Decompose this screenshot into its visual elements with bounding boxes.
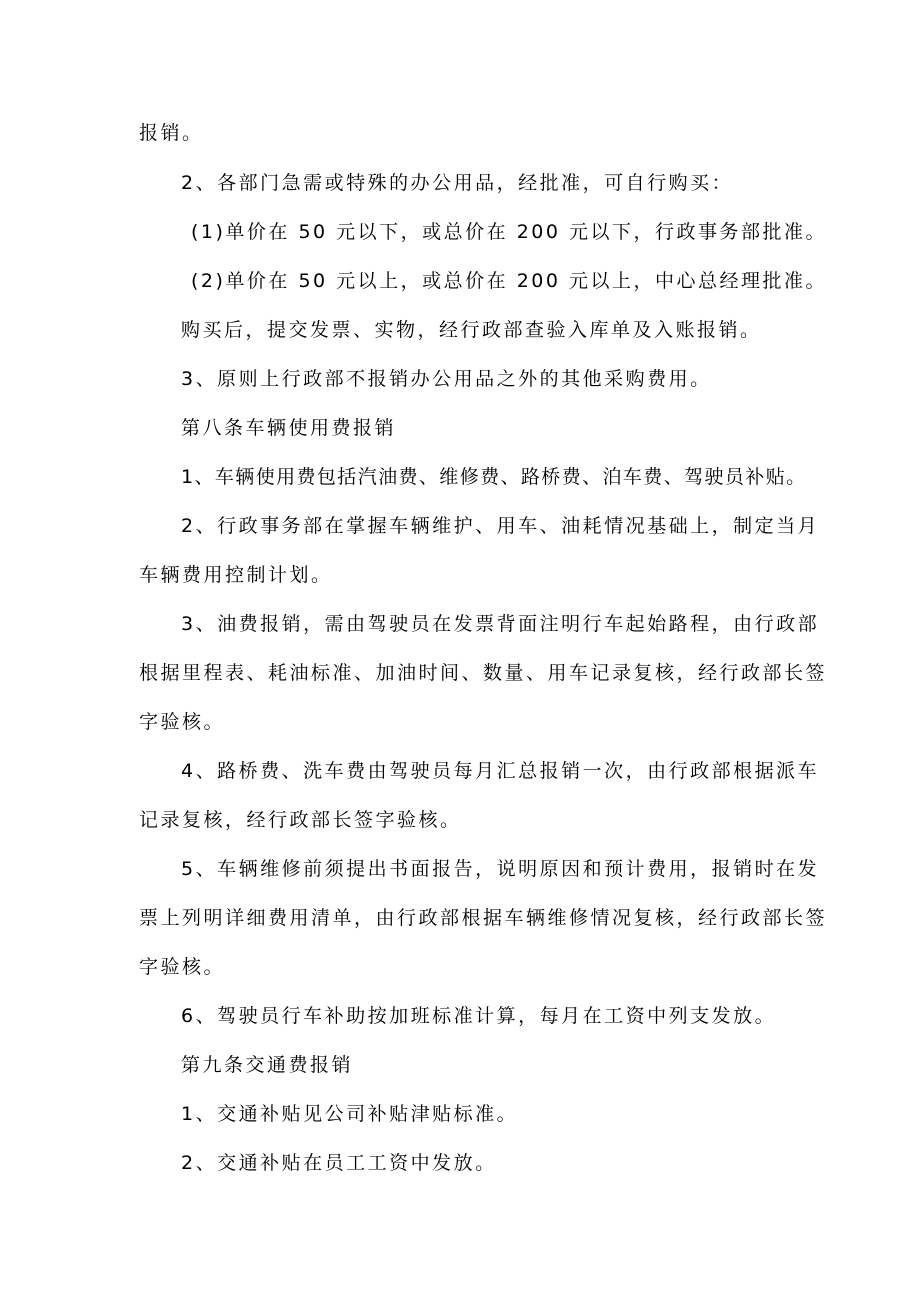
text-line: 4、路桥费、洗车费由驾驶员每月汇总报销一次，由行政部根据派车 xyxy=(181,760,820,782)
text-line: 2、各部门急需或特殊的办公用品，经批准，可自行购买： xyxy=(181,172,734,194)
text-line: 字验核。 xyxy=(139,711,226,733)
text-line: 3、油费报销，需由驾驶员在发票背面注明行车起始路程，由行政部 xyxy=(181,613,820,635)
text-line: 1、车辆使用费包括汽油费、维修费、路桥费、泊车费、驾驶员补贴。 xyxy=(181,466,807,488)
text-line: 车辆费用控制计划。 xyxy=(139,564,333,586)
text-line: 记录复核，经行政部长签字验核。 xyxy=(139,809,462,831)
text-line: 5、车辆维修前须提出书面报告，说明原因和预计费用，报销时在发 xyxy=(181,858,820,880)
text-line: 购买后，提交发票、实物，经行政部查验入库单及入账报销。 xyxy=(181,319,762,341)
text-line: 2、交通补贴在员工工资中发放。 xyxy=(181,1152,497,1174)
text-line: 报销。 xyxy=(139,122,204,144)
section-heading: 第九条交通费报销 xyxy=(181,1054,354,1076)
text-line: (1)单价在 50 元以下，或总价在 200 元以下，行政事务部批准。 xyxy=(191,221,828,243)
text-line: 根据里程表、耗油标准、加油时间、数量、用车记录复核，经行政部长签 xyxy=(139,662,828,684)
text-line: 2、行政事务部在掌握车辆维护、用车、油耗情况基础上，制定当月 xyxy=(181,515,820,537)
section-heading: 第八条车辆使用费报销 xyxy=(181,417,397,439)
text-line: 1、交通补贴见公司补贴津贴标准。 xyxy=(181,1103,519,1125)
text-line: (2)单价在 50 元以上，或总价在 200 元以上，中心总经理批准。 xyxy=(191,270,828,292)
text-line: 票上列明详细费用清单，由行政部根据车辆维修情况复核，经行政部长签 xyxy=(139,907,828,929)
text-line: 3、原则上行政部不报销办公用品之外的其他采购费用。 xyxy=(181,368,712,390)
text-line: 字验核。 xyxy=(139,956,226,978)
text-line: 6、驾驶员行车补助按加班标准计算，每月在工资中列支发放。 xyxy=(181,1005,777,1027)
